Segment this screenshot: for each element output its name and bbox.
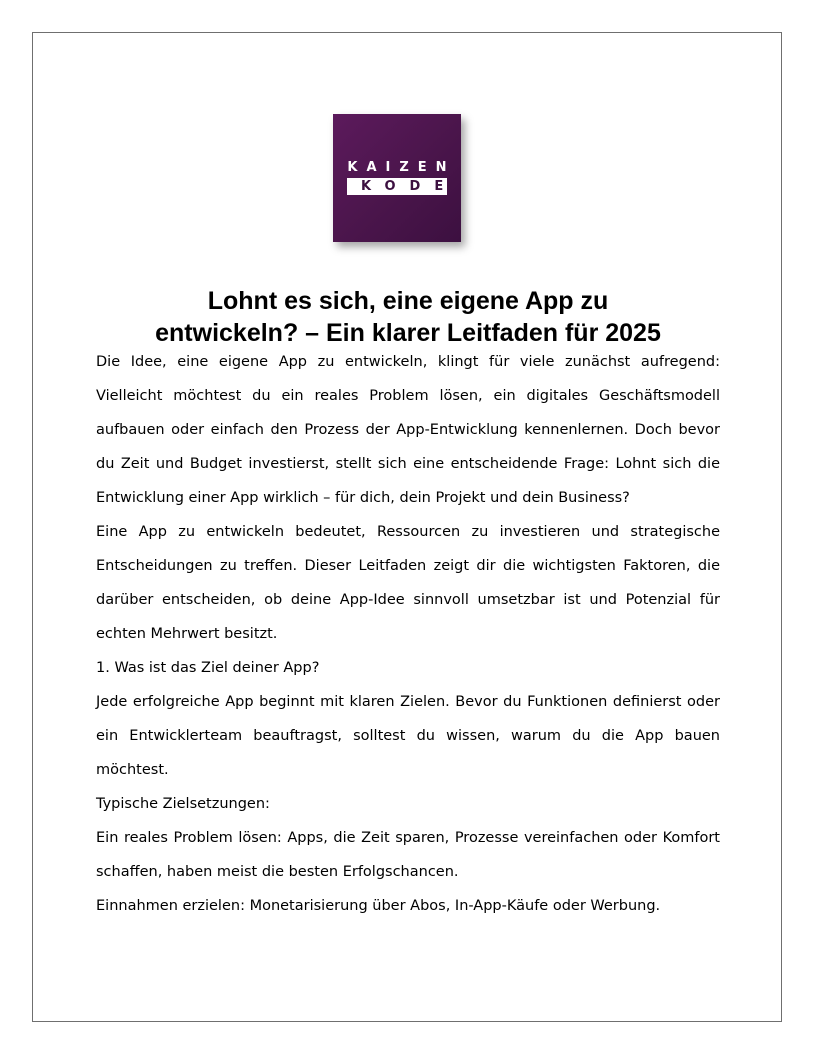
intro-paragraph: Die Idee, eine eigene App zu entwickeln, klingt für viele zunächst aufregend: Vielleicht möchtest du ein reales Problem lösen, ein digitales Geschäftsmodell aufbauen oder einfach den Prozess der App-Entwicklung kennenlernen. Doch bevor du Zeit und Budget investierst, stellt sich eine entscheidende Frage: Lohnt sich die Entwicklung einer App wirklich – für dich, dein Projekt und dein Business? xyxy=(96,354,720,506)
goal-item-revenue: Einnahmen erzielen: Monetarisierung über Abos, In-App-Käufe oder Werbung. xyxy=(96,898,661,914)
guide-paragraph: Eine App zu entwickeln bedeutet, Ressourcen zu investieren und strategische Entscheidungen zu treffen. Dieser Leitfaden zeigt dir die wichtigsten Faktoren, die darüber entscheiden, ob deine App-Idee sinnvoll umsetzbar ist und Potenzial für echten Mehrwert besitzt. xyxy=(96,524,720,642)
document-body xyxy=(96,345,720,923)
goal-item-problem: Ein reales Problem lösen: Apps, die Zeit sparen, Prozesse vereinfachen oder Komfort schaffen, haben meist die besten Erfolgschancen. xyxy=(96,830,720,880)
title-line-1: Lohnt es sich, eine eigene App zu xyxy=(207,287,609,315)
section-heading: 1. Was ist das Ziel deiner App? xyxy=(96,660,320,676)
typical-goals-label: Typische Zielsetzungen: xyxy=(96,796,270,812)
logo-text-bottom: KODE xyxy=(347,178,447,195)
document-title xyxy=(60,285,756,349)
title-line-2: entwickeln? – Ein klarer Leitfaden für 2025 xyxy=(155,319,661,347)
goals-paragraph: Jede erfolgreiche App beginnt mit klaren Zielen. Bevor du Funktionen definierst oder ein Entwicklerteam beauftragst, solltest du wissen, warum du die App bauen möchtest. xyxy=(96,694,720,778)
kaizen-kode-logo xyxy=(333,114,461,242)
logo-text-top: KAIZEN xyxy=(347,160,456,175)
